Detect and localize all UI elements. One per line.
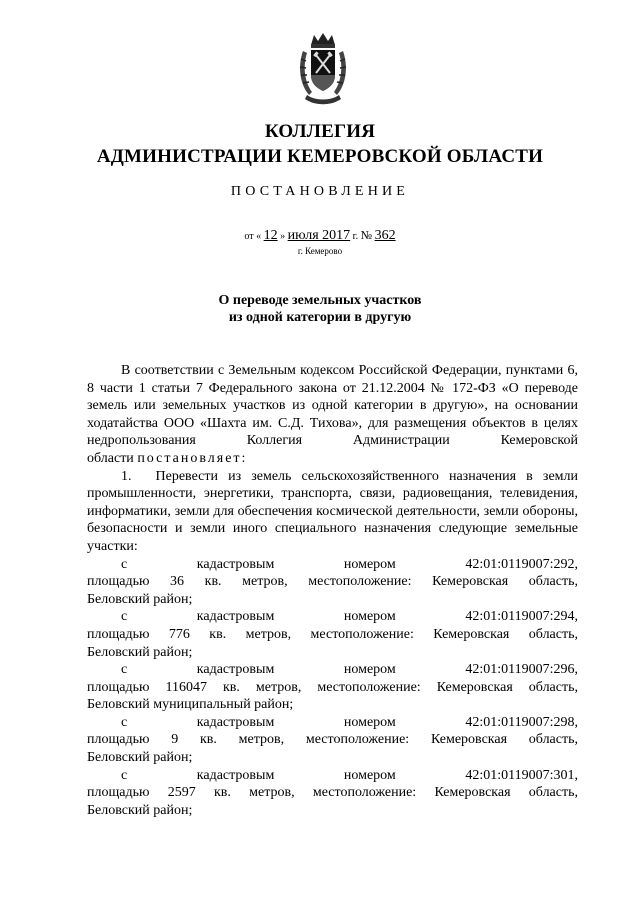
item1-number: 1. <box>121 468 132 484</box>
list-item <box>87 608 578 661</box>
document-number: 362 <box>374 228 396 243</box>
parcel-line2: площадью 2597 кв. метров, местоположение: Кемеровская область, <box>87 785 578 801</box>
parcel-line1: с кадастровым номером 42:01:0119007:292, <box>121 556 578 572</box>
year-suffix: г. <box>352 231 359 242</box>
document-body <box>87 362 578 819</box>
preamble-end: области <box>87 450 134 466</box>
list-item <box>87 767 578 820</box>
parcel-line1: с кадастровым номером 42:01:0119007:296, <box>121 662 578 678</box>
parcel-line3: Беловский район; <box>87 591 193 607</box>
list-item <box>87 661 578 714</box>
item1-paragraph <box>87 468 578 556</box>
parcel-line2: площадью 776 кв. метров, местоположение: Кемеровская область, <box>87 626 578 642</box>
parcel-line1: с кадастровым номером 42:01:0119007:294, <box>121 609 578 625</box>
org-name-line2: АДМИНИСТРАЦИИ КЕМЕРОВСКОЙ ОБЛАСТИ <box>96 146 544 167</box>
parcel-list <box>87 556 578 820</box>
preamble-paragraph: В соответствии с Земельным кодексом Российской Федерации, пунктами 6, 8 части 1 статьи 7 Федерального закона от 21.12.2004 № 172-ФЗ «О переводе земель или земельных участков из одной категории в другую», на основании ходатайства ООО «Шахта им. С.Д. Тихова», для размещения объектов в целях недропользования Коллегия Администрации Кемеровской <box>87 363 578 449</box>
document-type: ПОСТАНОВЛЕНИЕ <box>230 184 410 199</box>
list-item <box>87 714 578 767</box>
date-prefix: от « <box>244 231 262 242</box>
parcel-line2: площадью 116047 кв. метров, местоположение: Кемеровская область, <box>87 679 578 695</box>
subject-line2: из одной категории в другую <box>228 310 412 325</box>
parcel-line3: Беловский муниципальный район; <box>87 697 294 713</box>
parcel-line3: Беловский район; <box>87 750 193 766</box>
date-number-line <box>0 228 640 244</box>
parcel-line3: Беловский район; <box>87 802 193 818</box>
date-mid: » <box>280 231 286 242</box>
parcel-line1: с кадастровым номером 42:01:0119007:298, <box>121 714 578 730</box>
document-subject <box>0 292 640 326</box>
decree-line <box>87 450 578 468</box>
date-day: 12 <box>263 228 278 243</box>
subject-line1: О переводе земельных участков <box>218 293 422 308</box>
parcel-line3: Беловский район; <box>87 644 193 660</box>
list-item <box>87 556 578 609</box>
decree-word: постановляет: <box>137 450 248 466</box>
item1-text: Перевести из земель сельскохозяйственного назначения в земли промышленности, энергетики, транспорта, связи, радиовещания, телевидения, информатики, земли для обеспечения космической деятельности, земли обороны, безопасности и земли иного специального назначения следующие земельные участки: <box>87 468 578 554</box>
kemerovo-coat-of-arms-icon <box>297 31 349 107</box>
date-month-year: июля 2017 <box>287 228 351 243</box>
parcel-line2: площадью 36 кв. метров, местоположение: Кемеровская область, <box>87 574 578 590</box>
city-label: г. Кемерово <box>297 246 343 256</box>
parcel-line1: с кадастровым номером 42:01:0119007:301, <box>121 767 578 783</box>
parcel-line2: площадью 9 кв. метров, местоположение: Кемеровская область, <box>87 732 578 748</box>
number-sign: № <box>360 228 373 242</box>
org-name-line1: КОЛЛЕГИЯ <box>264 121 376 142</box>
